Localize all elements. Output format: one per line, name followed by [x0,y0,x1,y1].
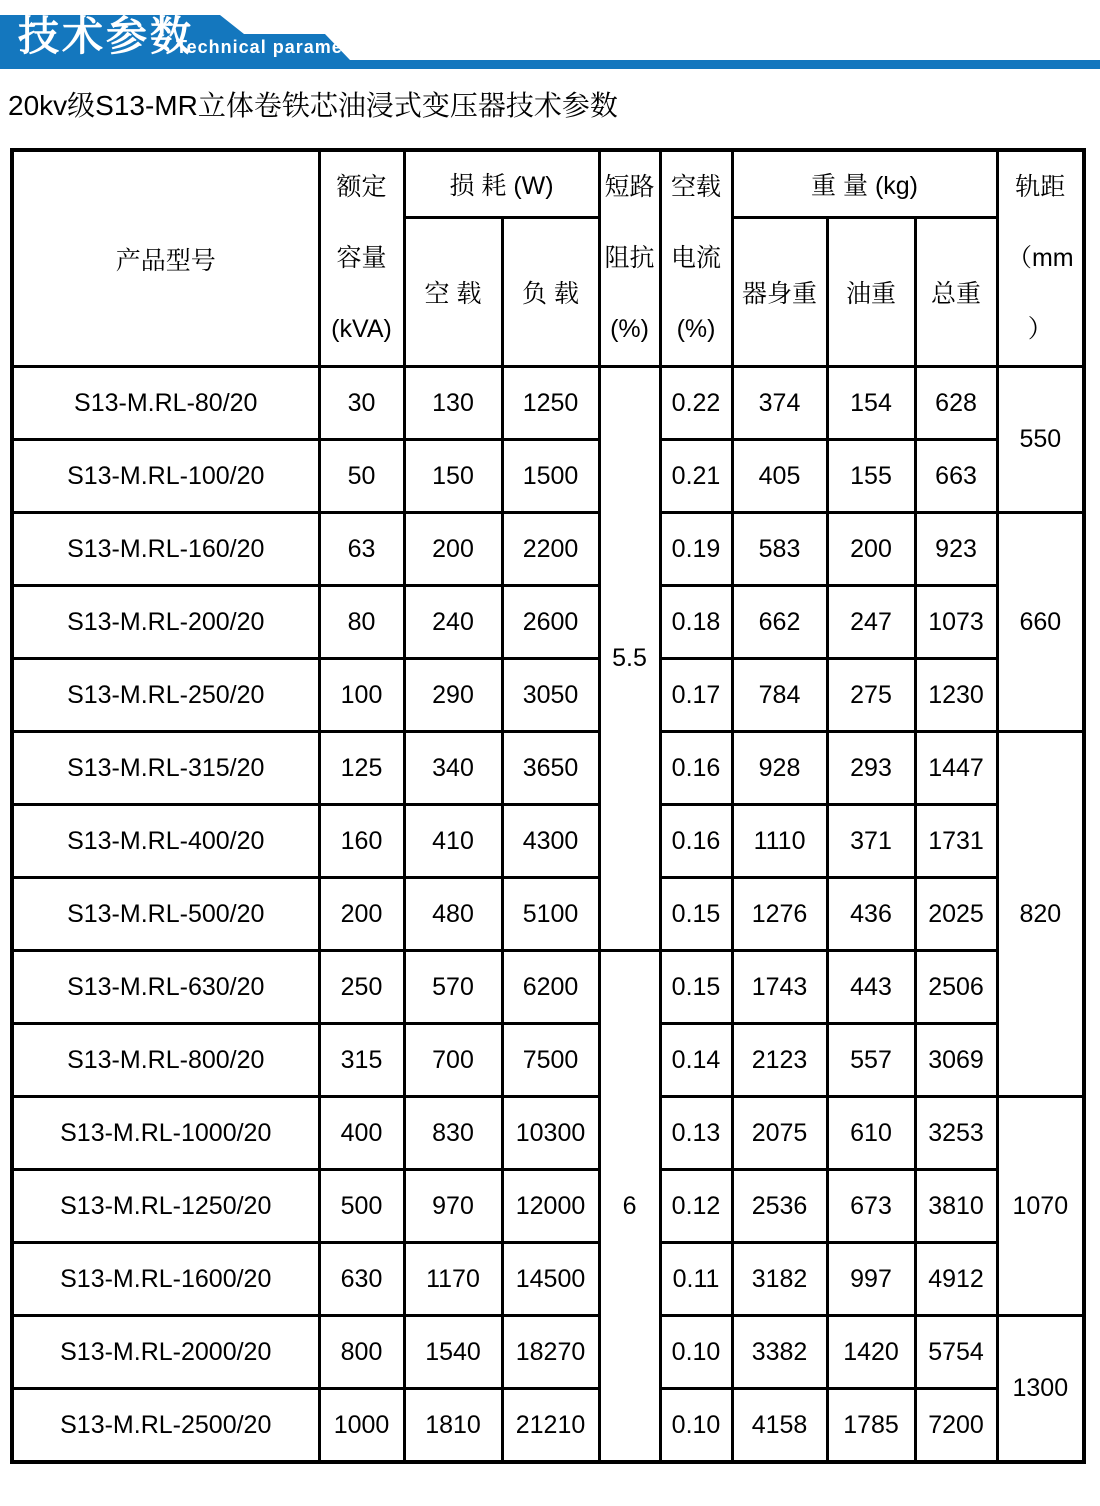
cell-oil-weight: 1785 [827,1389,915,1463]
cell-rated-capacity: 63 [319,513,404,586]
cell-oil-weight: 155 [827,440,915,513]
cell-track-gauge: 1300 [997,1316,1084,1463]
rated-capacity-line-1: 额定 [336,173,387,201]
cell-rated-capacity: 250 [319,951,404,1024]
cell-no-load-loss: 830 [404,1097,502,1170]
table-body [12,367,1084,1463]
cell-model: S13-M.RL-315/20 [12,732,319,805]
cell-rated-capacity: 80 [319,586,404,659]
cell-no-load-loss: 700 [404,1024,502,1097]
cell-track-gauge: 1070 [997,1097,1084,1316]
table-row [12,1243,1084,1316]
rated-capacity-line-2: 容量 [336,244,387,272]
cell-oil-weight: 443 [827,951,915,1024]
cell-total-weight: 1731 [915,805,997,878]
cell-oil-weight: 154 [827,367,915,440]
cell-model: S13-M.RL-630/20 [12,951,319,1024]
table-row [12,586,1084,659]
cell-rated-capacity: 160 [319,805,404,878]
cell-no-load-current: 0.21 [660,440,732,513]
table-row [12,1389,1084,1463]
cell-body-weight: 662 [732,586,827,659]
cell-load-loss: 2600 [502,586,599,659]
col-header-product-model: 产品型号 [12,150,319,367]
cell-rated-capacity: 315 [319,1024,404,1097]
cell-track-gauge: 660 [997,513,1084,732]
cell-oil-weight: 200 [827,513,915,586]
cell-load-loss: 21210 [502,1389,599,1463]
table-row [12,951,1084,1024]
cell-total-weight: 4912 [915,1243,997,1316]
cell-no-load-current: 0.15 [660,951,732,1024]
cell-no-load-loss: 240 [404,586,502,659]
rated-capacity-line-3: (kVA) [331,315,392,343]
cell-model: S13-M.RL-2500/20 [12,1389,319,1463]
cell-model: S13-M.RL-100/20 [12,440,319,513]
cell-model: S13-M.RL-160/20 [12,513,319,586]
cell-no-load-current: 0.16 [660,732,732,805]
cell-track-gauge: 550 [997,367,1084,513]
cell-total-weight: 3810 [915,1170,997,1243]
cell-rated-capacity: 200 [319,878,404,951]
cell-total-weight: 7200 [915,1389,997,1463]
cell-no-load-current: 0.22 [660,367,732,440]
page-title: 20kv级S13-MR立体卷铁芯油浸式变压器技术参数 [8,90,618,121]
cell-body-weight: 4158 [732,1389,827,1463]
cell-total-weight: 628 [915,367,997,440]
cell-short-circuit-impedance: 5.5 [599,367,660,951]
cell-no-load-current: 0.16 [660,805,732,878]
cell-no-load-loss: 290 [404,659,502,732]
table-row [12,367,1084,440]
cell-load-loss: 18270 [502,1316,599,1389]
cell-load-loss: 7500 [502,1024,599,1097]
cell-body-weight: 784 [732,659,827,732]
col-header-oil-weight: 油重 [827,217,915,366]
table-row [12,1097,1084,1170]
cell-rated-capacity: 400 [319,1097,404,1170]
cell-model: S13-M.RL-2000/20 [12,1316,319,1389]
cell-load-loss: 4300 [502,805,599,878]
table-row [12,513,1084,586]
cell-total-weight: 3253 [915,1097,997,1170]
cell-rated-capacity: 50 [319,440,404,513]
table-row [12,1170,1084,1243]
cell-no-load-current: 0.11 [660,1243,732,1316]
cell-no-load-current: 0.19 [660,513,732,586]
cell-body-weight: 583 [732,513,827,586]
cell-load-loss: 14500 [502,1243,599,1316]
cell-no-load-loss: 1170 [404,1243,502,1316]
cell-rated-capacity: 800 [319,1316,404,1389]
header-row-groups [12,150,1084,217]
col-header-track-gauge [997,150,1084,367]
cell-body-weight: 1110 [732,805,827,878]
cell-no-load-loss: 1540 [404,1316,502,1389]
cell-track-gauge: 820 [997,732,1084,1097]
cell-no-load-current: 0.14 [660,1024,732,1097]
cell-no-load-current: 0.17 [660,659,732,732]
cell-rated-capacity: 1000 [319,1389,404,1463]
cell-load-loss: 3650 [502,732,599,805]
cell-no-load-current: 0.13 [660,1097,732,1170]
spec-table [10,148,1086,1464]
cell-load-loss: 5100 [502,878,599,951]
table-row [12,440,1084,513]
cell-short-circuit-impedance: 6 [599,951,660,1463]
cell-no-load-loss: 410 [404,805,502,878]
cell-load-loss: 12000 [502,1170,599,1243]
cell-rated-capacity: 100 [319,659,404,732]
cell-body-weight: 2075 [732,1097,827,1170]
col-header-no-load-current [660,150,732,367]
cell-oil-weight: 673 [827,1170,915,1243]
no-load-current-line-3: (%) [676,315,716,343]
track-gauge-line-1: 轨距 [1015,173,1066,201]
cell-no-load-loss: 200 [404,513,502,586]
cell-body-weight: 2536 [732,1170,827,1243]
cell-oil-weight: 275 [827,659,915,732]
cell-load-loss: 2200 [502,513,599,586]
cell-model: S13-M.RL-500/20 [12,878,319,951]
no-load-current-line-2: 电流 [671,244,722,272]
cell-no-load-loss: 570 [404,951,502,1024]
cell-load-loss: 3050 [502,659,599,732]
cell-total-weight: 2025 [915,878,997,951]
cell-oil-weight: 997 [827,1243,915,1316]
cell-no-load-current: 0.10 [660,1316,732,1389]
cell-model: S13-M.RL-800/20 [12,1024,319,1097]
cell-total-weight: 3069 [915,1024,997,1097]
table-row [12,805,1084,878]
banner-title-en: Technical parameter [176,37,369,57]
cell-oil-weight: 293 [827,732,915,805]
impedance-line-2: 阻抗 [604,244,655,272]
impedance-line-1: 短路 [604,173,655,201]
cell-oil-weight: 436 [827,878,915,951]
table-row [12,878,1084,951]
cell-body-weight: 2123 [732,1024,827,1097]
cell-oil-weight: 557 [827,1024,915,1097]
cell-model: S13-M.RL-400/20 [12,805,319,878]
banner-title-zh: 技术参数 [18,13,194,59]
cell-no-load-current: 0.10 [660,1389,732,1463]
cell-rated-capacity: 30 [319,367,404,440]
cell-model: S13-M.RL-80/20 [12,367,319,440]
cell-model: S13-M.RL-1000/20 [12,1097,319,1170]
cell-no-load-current: 0.15 [660,878,732,951]
cell-oil-weight: 247 [827,586,915,659]
cell-total-weight: 663 [915,440,997,513]
cell-no-load-loss: 150 [404,440,502,513]
cell-no-load-loss: 340 [404,732,502,805]
cell-no-load-current: 0.12 [660,1170,732,1243]
cell-model: S13-M.RL-250/20 [12,659,319,732]
cell-body-weight: 3382 [732,1316,827,1389]
cell-no-load-loss: 970 [404,1170,502,1243]
no-load-current-line-1: 空载 [671,173,722,201]
cell-rated-capacity: 500 [319,1170,404,1243]
cell-oil-weight: 610 [827,1097,915,1170]
cell-no-load-current: 0.18 [660,586,732,659]
cell-no-load-loss: 480 [404,878,502,951]
col-header-rated-capacity [319,150,404,367]
cell-oil-weight: 371 [827,805,915,878]
cell-body-weight: 1276 [732,878,827,951]
cell-load-loss: 1500 [502,440,599,513]
section-banner [0,0,1100,70]
cell-rated-capacity: 125 [319,732,404,805]
cell-no-load-loss: 130 [404,367,502,440]
table-row [12,732,1084,805]
cell-load-loss: 10300 [502,1097,599,1170]
table-row [12,1316,1084,1389]
cell-body-weight: 1743 [732,951,827,1024]
col-header-body-weight: 器身重 [732,217,827,366]
col-header-impedance [599,150,660,367]
cell-model: S13-M.RL-1600/20 [12,1243,319,1316]
cell-load-loss: 1250 [502,367,599,440]
cell-total-weight: 1447 [915,732,997,805]
cell-body-weight: 3182 [732,1243,827,1316]
cell-body-weight: 405 [732,440,827,513]
col-header-loss-group: 损 耗 (W) [404,150,599,217]
cell-total-weight: 1073 [915,586,997,659]
cell-total-weight: 1230 [915,659,997,732]
col-header-no-load-loss: 空 载 [404,217,502,366]
impedance-line-3: (%) [610,315,649,343]
cell-total-weight: 923 [915,513,997,586]
cell-body-weight: 374 [732,367,827,440]
cell-model: S13-M.RL-200/20 [12,586,319,659]
table-row [12,1024,1084,1097]
col-header-weight-group: 重 量 (kg) [732,150,997,217]
table-row [12,659,1084,732]
cell-model: S13-M.RL-1250/20 [12,1170,319,1243]
cell-rated-capacity: 630 [319,1243,404,1316]
cell-load-loss: 6200 [502,951,599,1024]
cell-oil-weight: 1420 [827,1316,915,1389]
cell-total-weight: 5754 [915,1316,997,1389]
col-header-load-loss: 负 载 [502,217,599,366]
track-gauge-line-2: （mm [1006,244,1074,272]
cell-no-load-loss: 1810 [404,1389,502,1463]
cell-body-weight: 928 [732,732,827,805]
col-header-total-weight: 总重 [915,217,997,366]
cell-total-weight: 2506 [915,951,997,1024]
track-gauge-line-3: ） [1027,315,1053,343]
